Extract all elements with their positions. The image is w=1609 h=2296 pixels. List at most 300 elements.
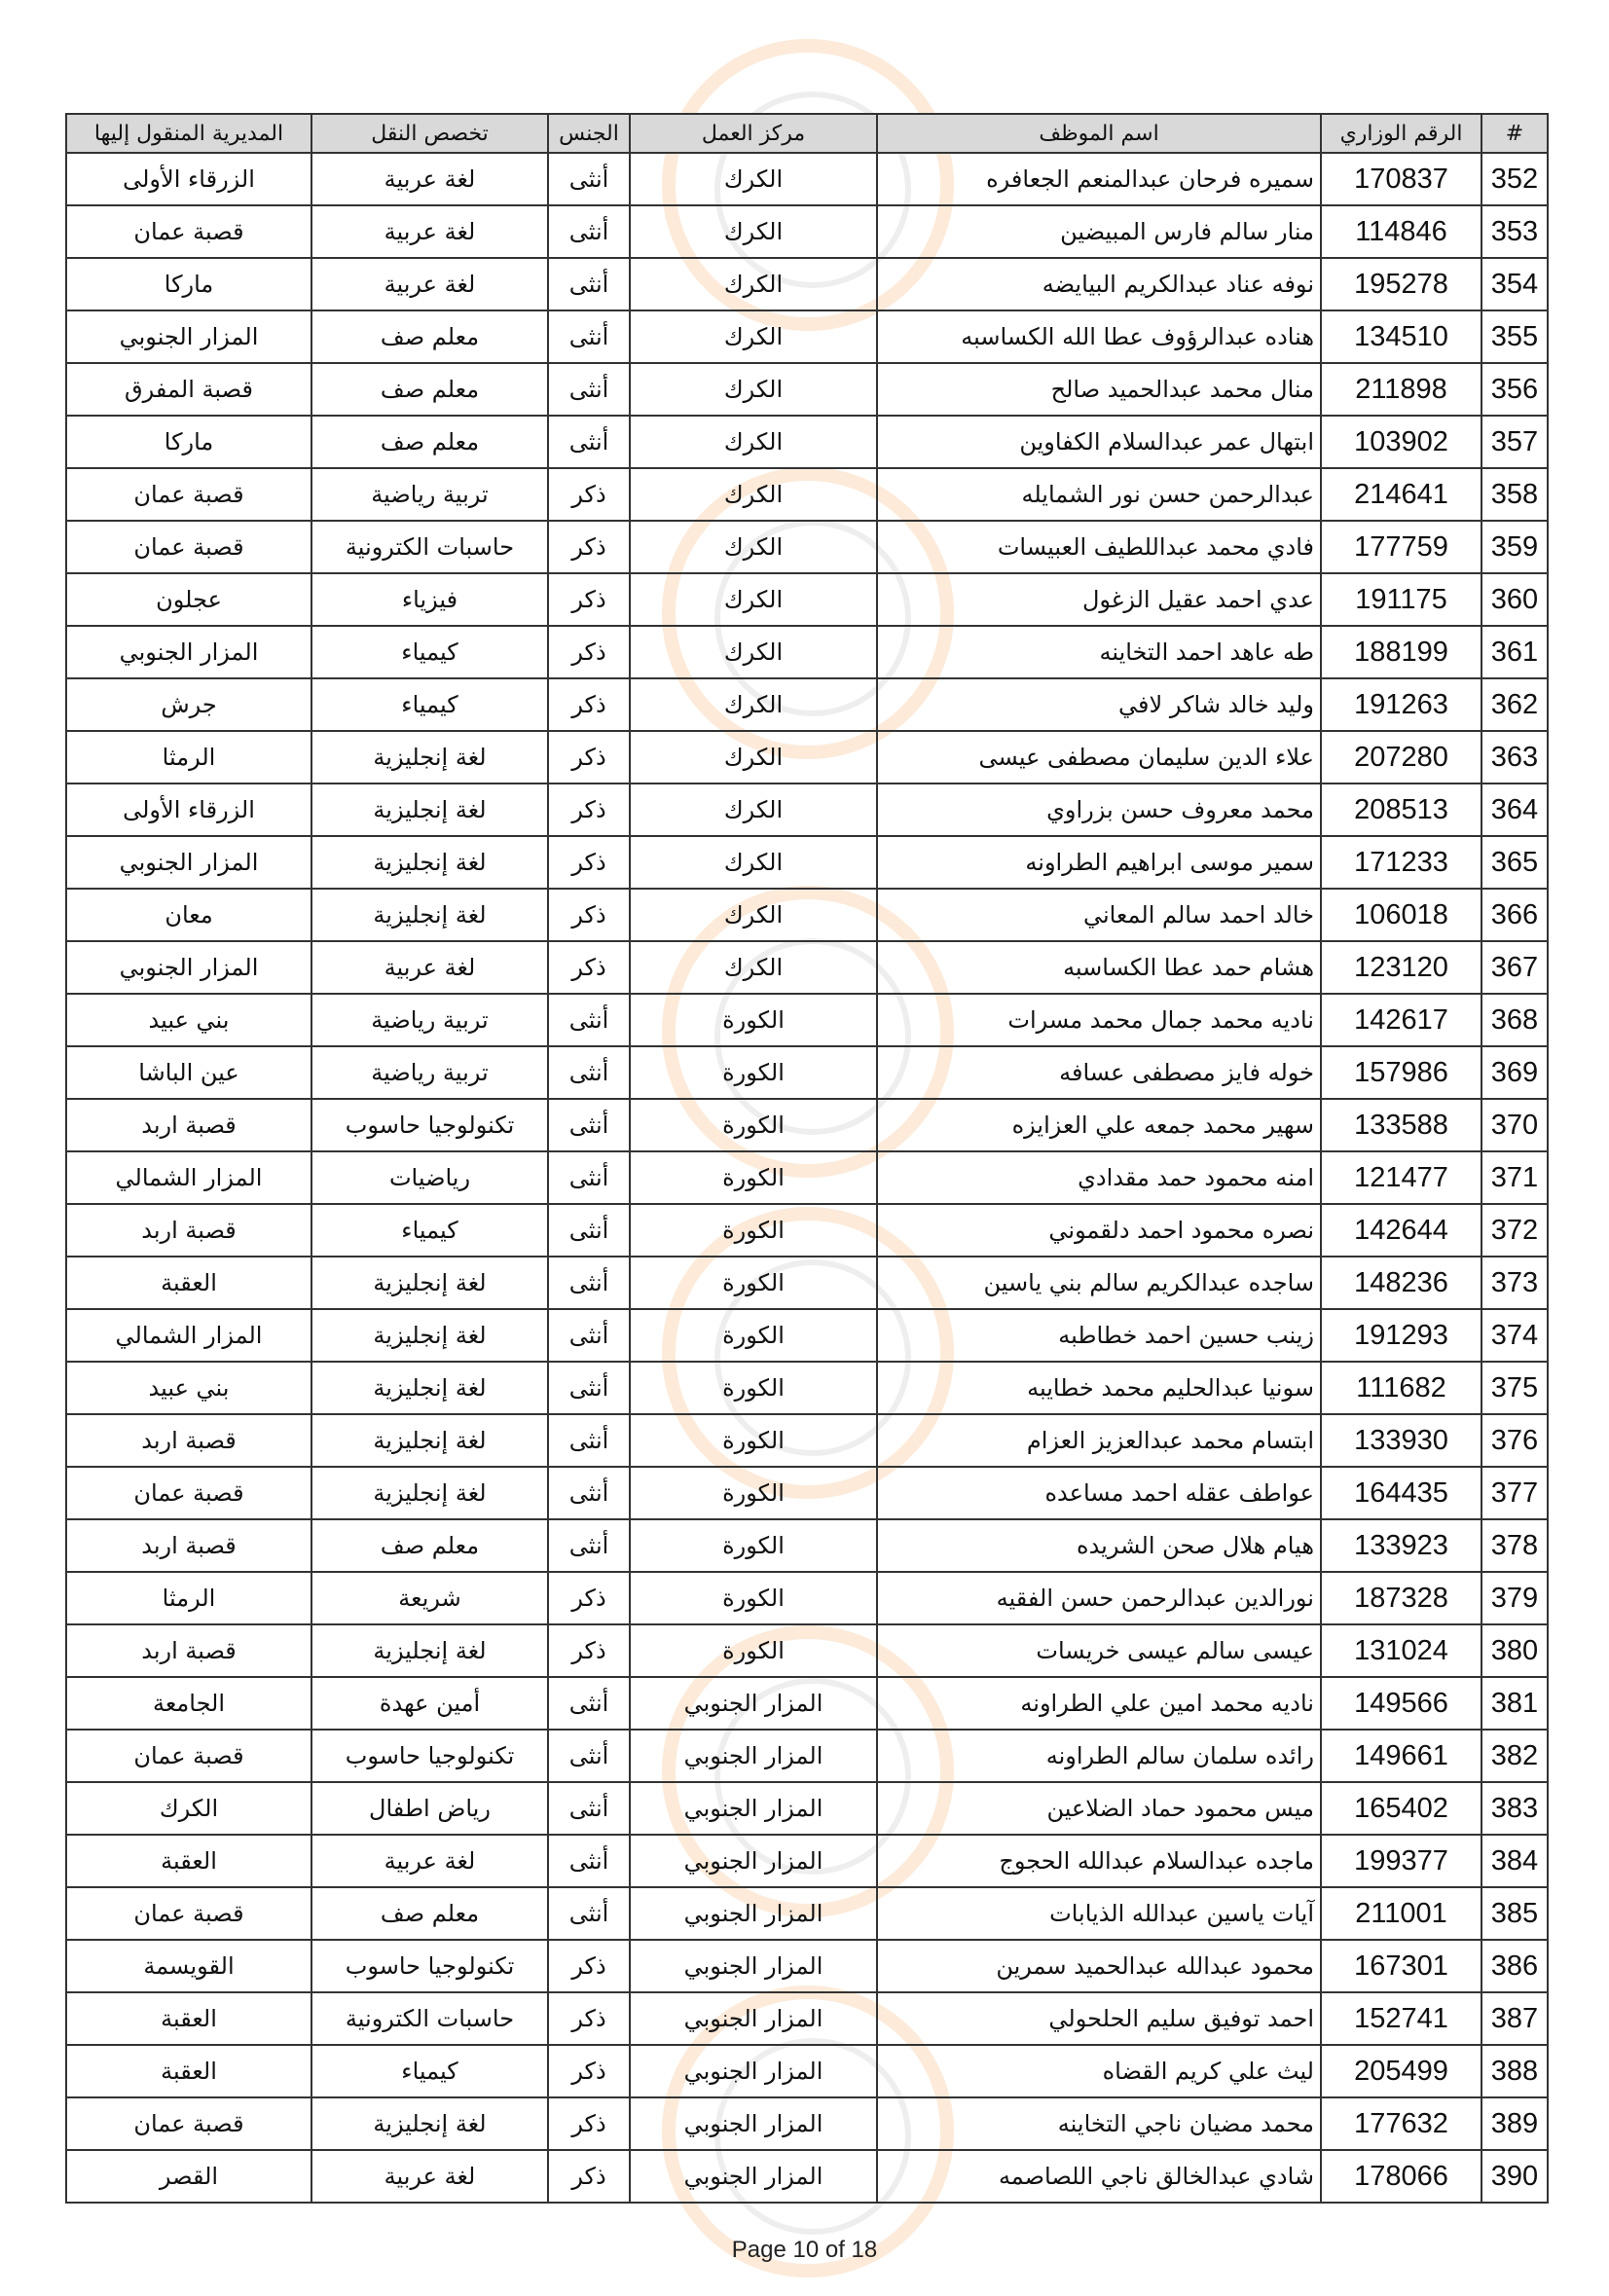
transfer-specialty: شريعة [311, 1572, 548, 1624]
work-center: الكورة [630, 1467, 877, 1519]
transfer-specialty: تربية رياضية [311, 468, 548, 521]
transfer-specialty: لغة عربية [311, 1835, 548, 1887]
table-row [66, 1624, 1548, 1677]
gender: أنثى [548, 1309, 630, 1362]
table-row [66, 1887, 1548, 1940]
transfer-specialty: كيمياء [311, 678, 548, 731]
employee-name: منال محمد عبدالحميد صالح [877, 363, 1321, 416]
row-index: 384 [1481, 1835, 1548, 1887]
employee-name: ناديه محمد امين علي الطراونه [877, 1677, 1321, 1730]
ministry-number: 111682 [1321, 1362, 1481, 1414]
table-row [66, 468, 1548, 521]
gender: ذكر [548, 2150, 630, 2203]
ministry-number: 188199 [1321, 626, 1481, 678]
work-center: الكورة [630, 1519, 877, 1572]
ministry-number: 177759 [1321, 521, 1481, 573]
row-index: 362 [1481, 678, 1548, 731]
table-row [66, 1992, 1548, 2045]
gender: ذكر [548, 941, 630, 994]
gender: ذكر [548, 889, 630, 941]
ministry-number: 208513 [1321, 784, 1481, 836]
table-row [66, 1940, 1548, 1992]
destination-directorate: عين الباشا [66, 1046, 311, 1099]
row-index: 363 [1481, 731, 1548, 784]
ministry-number: 123120 [1321, 941, 1481, 994]
destination-directorate: الزرقاء الأولى [66, 784, 311, 836]
gender: ذكر [548, 626, 630, 678]
transfer-specialty: تكنولوجيا حاسوب [311, 1099, 548, 1151]
employee-name: آيات ياسين عبدالله الذيابات [877, 1887, 1321, 1940]
table-row [66, 205, 1548, 258]
gender: أنثى [548, 1519, 630, 1572]
destination-directorate: القويسمة [66, 1940, 311, 1992]
gender: ذكر [548, 468, 630, 521]
transfer-specialty: كيمياء [311, 626, 548, 678]
ministry-number: 131024 [1321, 1624, 1481, 1677]
destination-directorate: قصبة عمان [66, 1730, 311, 1782]
ministry-number: 106018 [1321, 889, 1481, 941]
ministry-number: 167301 [1321, 1940, 1481, 1992]
row-index: 389 [1481, 2097, 1548, 2150]
destination-directorate: قصبة اربد [66, 1519, 311, 1572]
ministry-number: 142617 [1321, 994, 1481, 1046]
gender: أنثى [548, 1362, 630, 1414]
work-center: الكرك [630, 626, 877, 678]
row-index: 379 [1481, 1572, 1548, 1624]
work-center: الكرك [630, 941, 877, 994]
work-center: الكرك [630, 153, 877, 205]
row-index: 366 [1481, 889, 1548, 941]
transfer-specialty: حاسبات الكترونية [311, 521, 548, 573]
transfer-specialty: لغة عربية [311, 941, 548, 994]
employee-name: عبدالرحمن حسن نور الشمايله [877, 468, 1321, 521]
employee-name: محمود عبدالله عبدالحميد سمرين [877, 1940, 1321, 1992]
transfer-specialty: رياض اطفال [311, 1782, 548, 1835]
gender: ذكر [548, 1992, 630, 2045]
row-index: 373 [1481, 1257, 1548, 1309]
row-index: 377 [1481, 1467, 1548, 1519]
row-index: 367 [1481, 941, 1548, 994]
employee-name: سهير محمد جمعه علي العزايزه [877, 1099, 1321, 1151]
ministry-number: 195278 [1321, 258, 1481, 310]
employee-name: ابتسام محمد عبدالعزيز العزام [877, 1414, 1321, 1467]
table-row [66, 1572, 1548, 1624]
header-work-center: مركز العمل [630, 114, 877, 153]
transfers-table [65, 113, 1549, 2204]
gender: أنثى [548, 1414, 630, 1467]
work-center: الكرك [630, 363, 877, 416]
transfer-specialty: لغة إنجليزية [311, 1362, 548, 1414]
work-center: المزار الجنوبي [630, 1940, 877, 1992]
table-row [66, 1835, 1548, 1887]
row-index: 387 [1481, 1992, 1548, 2045]
row-index: 386 [1481, 1940, 1548, 1992]
gender: ذكر [548, 1572, 630, 1624]
row-index: 372 [1481, 1204, 1548, 1257]
page-number: Page 10 of 18 [731, 2237, 878, 2263]
row-index: 380 [1481, 1624, 1548, 1677]
destination-directorate: ماركا [66, 416, 311, 468]
gender: أنثى [548, 994, 630, 1046]
table-row [66, 2097, 1548, 2150]
transfer-specialty: لغة إنجليزية [311, 889, 548, 941]
employee-name: رائده سلمان سالم الطراونه [877, 1730, 1321, 1782]
table-row [66, 1467, 1548, 1519]
work-center: الكرك [630, 468, 877, 521]
transfer-specialty: تربية رياضية [311, 994, 548, 1046]
employee-name: محمد مضيان ناجي التخاينه [877, 2097, 1321, 2150]
gender: أنثى [548, 205, 630, 258]
work-center: الكورة [630, 1414, 877, 1467]
work-center: المزار الجنوبي [630, 1782, 877, 1835]
employee-name: هناده عبدالرؤوف عطا الله الكساسبه [877, 310, 1321, 363]
gender: أنثى [548, 1046, 630, 1099]
ministry-number: 133930 [1321, 1414, 1481, 1467]
table-row [66, 1309, 1548, 1362]
employee-name: سميره فرحان عبدالمنعم الجعافره [877, 153, 1321, 205]
row-index: 352 [1481, 153, 1548, 205]
transfer-specialty: حاسبات الكترونية [311, 1992, 548, 2045]
header-destination-directorate: المديرية المنقول إليها [66, 114, 311, 153]
row-index: 371 [1481, 1151, 1548, 1204]
ministry-number: 170837 [1321, 153, 1481, 205]
work-center: الكرك [630, 889, 877, 941]
employee-name: نصره محمود احمد دلقموني [877, 1204, 1321, 1257]
gender: ذكر [548, 784, 630, 836]
transfer-specialty: معلم صف [311, 416, 548, 468]
work-center: الكرك [630, 836, 877, 889]
row-index: 376 [1481, 1414, 1548, 1467]
gender: ذكر [548, 1940, 630, 1992]
row-index: 356 [1481, 363, 1548, 416]
row-index: 370 [1481, 1099, 1548, 1151]
destination-directorate: عجلون [66, 573, 311, 626]
row-index: 354 [1481, 258, 1548, 310]
ministry-number: 148236 [1321, 1257, 1481, 1309]
transfer-specialty: لغة إنجليزية [311, 1467, 548, 1519]
header-ministry-number: الرقم الوزاري [1321, 114, 1481, 153]
transfer-specialty: لغة عربية [311, 205, 548, 258]
gender: ذكر [548, 1624, 630, 1677]
work-center: المزار الجنوبي [630, 2150, 877, 2203]
table-row [66, 678, 1548, 731]
table-row [66, 1362, 1548, 1414]
gender: أنثى [548, 310, 630, 363]
destination-directorate: قصبة عمان [66, 521, 311, 573]
employee-name: سونيا عبدالحليم محمد خطايبه [877, 1362, 1321, 1414]
employee-name: ماجده عبدالسلام عبدالله الحجوج [877, 1835, 1321, 1887]
employee-name: نوفه عناد عبدالكريم البيايضه [877, 258, 1321, 310]
destination-directorate: ماركا [66, 258, 311, 310]
gender: أنثى [548, 1099, 630, 1151]
work-center: الكرك [630, 205, 877, 258]
table-row [66, 784, 1548, 836]
destination-directorate: العقبة [66, 1835, 311, 1887]
row-index: 381 [1481, 1677, 1548, 1730]
table-row [66, 2045, 1548, 2097]
transfer-specialty: لغة إنجليزية [311, 784, 548, 836]
work-center: الكورة [630, 1309, 877, 1362]
employee-name: امنه محمود حمد مقدادي [877, 1151, 1321, 1204]
work-center: الكورة [630, 1572, 877, 1624]
work-center: الكورة [630, 1624, 877, 1677]
destination-directorate: الرمثا [66, 1572, 311, 1624]
work-center: الكورة [630, 1204, 877, 1257]
destination-directorate: قصبة المفرق [66, 363, 311, 416]
employee-name: وليد خالد شاكر لافي [877, 678, 1321, 731]
transfer-specialty: معلم صف [311, 1519, 548, 1572]
row-index: 382 [1481, 1730, 1548, 1782]
row-index: 365 [1481, 836, 1548, 889]
transfer-specialty: رياضيات [311, 1151, 548, 1204]
employee-name: عواطف عقله احمد مساعده [877, 1467, 1321, 1519]
ministry-number: 165402 [1321, 1782, 1481, 1835]
destination-directorate: العقبة [66, 2045, 311, 2097]
ministry-number: 191293 [1321, 1309, 1481, 1362]
gender: ذكر [548, 573, 630, 626]
destination-directorate: قصبة عمان [66, 468, 311, 521]
employee-name: ليث علي كريم القضاه [877, 2045, 1321, 2097]
work-center: الكرك [630, 731, 877, 784]
table-row [66, 2150, 1548, 2203]
work-center: المزار الجنوبي [630, 1730, 877, 1782]
row-index: 390 [1481, 2150, 1548, 2203]
transfer-specialty: معلم صف [311, 310, 548, 363]
employee-name: عدي احمد عقيل الزغول [877, 573, 1321, 626]
transfer-specialty: لغة عربية [311, 153, 548, 205]
row-index: 357 [1481, 416, 1548, 468]
destination-directorate: المزار الشمالي [66, 1309, 311, 1362]
employee-name: سمير موسى ابراهيم الطراونه [877, 836, 1321, 889]
destination-directorate: الجامعة [66, 1677, 311, 1730]
transfer-specialty: تربية رياضية [311, 1046, 548, 1099]
destination-directorate: العقبة [66, 1257, 311, 1309]
table-row [66, 994, 1548, 1046]
table-row [66, 889, 1548, 941]
row-index: 385 [1481, 1887, 1548, 1940]
transfer-specialty: معلم صف [311, 1887, 548, 1940]
table-row [66, 1046, 1548, 1099]
table-row [66, 1519, 1548, 1572]
ministry-number: 207280 [1321, 731, 1481, 784]
row-index: 358 [1481, 468, 1548, 521]
work-center: الكرك [630, 416, 877, 468]
ministry-number: 152741 [1321, 1992, 1481, 2045]
destination-directorate: الكرك [66, 1782, 311, 1835]
transfer-specialty: لغة عربية [311, 258, 548, 310]
table-row [66, 573, 1548, 626]
transfer-specialty: لغة إنجليزية [311, 836, 548, 889]
transfer-specialty: تكنولوجيا حاسوب [311, 1730, 548, 1782]
employee-name: هشام حمد عطا الكساسبه [877, 941, 1321, 994]
transfer-specialty: لغة إنجليزية [311, 2097, 548, 2150]
gender: أنثى [548, 1730, 630, 1782]
destination-directorate: الرمثا [66, 731, 311, 784]
ministry-number: 142644 [1321, 1204, 1481, 1257]
row-index: 368 [1481, 994, 1548, 1046]
row-index: 369 [1481, 1046, 1548, 1099]
work-center: الكورة [630, 1151, 877, 1204]
work-center: الكورة [630, 1046, 877, 1099]
work-center: الكرك [630, 310, 877, 363]
work-center: المزار الجنوبي [630, 2045, 877, 2097]
ministry-number: 171233 [1321, 836, 1481, 889]
gender: أنثى [548, 1782, 630, 1835]
work-center: الكرك [630, 258, 877, 310]
gender: أنثى [548, 363, 630, 416]
ministry-number: 211001 [1321, 1887, 1481, 1940]
work-center: الكرك [630, 678, 877, 731]
employee-name: نورالدين عبدالرحمن حسن الفقيه [877, 1572, 1321, 1624]
destination-directorate: القصر [66, 2150, 311, 2203]
table-row [66, 1677, 1548, 1730]
row-index: 374 [1481, 1309, 1548, 1362]
ministry-number: 177632 [1321, 2097, 1481, 2150]
table-row [66, 1782, 1548, 1835]
ministry-number: 211898 [1321, 363, 1481, 416]
transfer-specialty: معلم صف [311, 363, 548, 416]
gender: ذكر [548, 2097, 630, 2150]
destination-directorate: جرش [66, 678, 311, 731]
table-row [66, 1204, 1548, 1257]
table-row [66, 1257, 1548, 1309]
table-row [66, 941, 1548, 994]
transfer-specialty: لغة إنجليزية [311, 1309, 548, 1362]
employee-name: شادي عبدالخالق ناجي اللصاصمه [877, 2150, 1321, 2203]
transfer-specialty: لغة إنجليزية [311, 1624, 548, 1677]
employee-name: فادي محمد عبداللطيف العبيسات [877, 521, 1321, 573]
gender: أنثى [548, 1887, 630, 1940]
work-center: الكورة [630, 1257, 877, 1309]
gender: أنثى [548, 416, 630, 468]
gender: ذكر [548, 836, 630, 889]
row-index: 375 [1481, 1362, 1548, 1414]
header-employee-name: اسم الموظف [877, 114, 1321, 153]
ministry-number: 133588 [1321, 1099, 1481, 1151]
transfer-specialty: كيمياء [311, 1204, 548, 1257]
employee-name: ابتهال عمر عبدالسلام الكفاوين [877, 416, 1321, 468]
table-row [66, 310, 1548, 363]
gender: ذكر [548, 678, 630, 731]
gender: أنثى [548, 1467, 630, 1519]
ministry-number: 134510 [1321, 310, 1481, 363]
work-center: المزار الجنوبي [630, 1677, 877, 1730]
transfer-specialty: تكنولوجيا حاسوب [311, 1940, 548, 1992]
transfer-specialty: كيمياء [311, 2045, 548, 2097]
ministry-number: 164435 [1321, 1467, 1481, 1519]
gender: أنثى [548, 258, 630, 310]
gender: أنثى [548, 1257, 630, 1309]
ministry-number: 121477 [1321, 1151, 1481, 1204]
header-transfer-specialty: تخصص النقل [311, 114, 548, 153]
transfer-specialty: أمين عهدة [311, 1677, 548, 1730]
employee-name: هيام هلال صحن الشريده [877, 1519, 1321, 1572]
work-center: الكرك [630, 784, 877, 836]
destination-directorate: العقبة [66, 1992, 311, 2045]
ministry-number: 187328 [1321, 1572, 1481, 1624]
destination-directorate: بني عبيد [66, 994, 311, 1046]
transfer-specialty: فيزياء [311, 573, 548, 626]
work-center: الكورة [630, 1362, 877, 1414]
gender: أنثى [548, 1835, 630, 1887]
table-row [66, 836, 1548, 889]
work-center: المزار الجنوبي [630, 1887, 877, 1940]
work-center: المزار الجنوبي [630, 1992, 877, 2045]
ministry-number: 205499 [1321, 2045, 1481, 2097]
transfer-specialty: لغة إنجليزية [311, 731, 548, 784]
table-row [66, 363, 1548, 416]
destination-directorate: المزار الجنوبي [66, 836, 311, 889]
table-row [66, 1151, 1548, 1204]
employee-name: زينب حسين احمد خطاطبه [877, 1309, 1321, 1362]
destination-directorate: معان [66, 889, 311, 941]
gender: ذكر [548, 521, 630, 573]
table-body [66, 153, 1548, 2203]
destination-directorate: المزار الجنوبي [66, 941, 311, 994]
ministry-number: 157986 [1321, 1046, 1481, 1099]
ministry-number: 214641 [1321, 468, 1481, 521]
employee-name: ناديه محمد جمال محمد مسرات [877, 994, 1321, 1046]
row-index: 364 [1481, 784, 1548, 836]
table-row [66, 521, 1548, 573]
transfer-specialty: لغة إنجليزية [311, 1414, 548, 1467]
ministry-number: 178066 [1321, 2150, 1481, 2203]
destination-directorate: قصبة عمان [66, 1467, 311, 1519]
table-row [66, 258, 1548, 310]
ministry-number: 191263 [1321, 678, 1481, 731]
gender: أنثى [548, 153, 630, 205]
row-index: 360 [1481, 573, 1548, 626]
destination-directorate: المزار الجنوبي [66, 626, 311, 678]
destination-directorate: الزرقاء الأولى [66, 153, 311, 205]
ministry-number: 149661 [1321, 1730, 1481, 1782]
destination-directorate: قصبة اربد [66, 1414, 311, 1467]
employee-name: خالد احمد سالم المعاني [877, 889, 1321, 941]
employee-name: ساجده عبدالكريم سالم بني ياسين [877, 1257, 1321, 1309]
employee-name: عيسى سالم عيسى خريسات [877, 1624, 1321, 1677]
header-index: # [1481, 114, 1548, 153]
header-gender: الجنس [548, 114, 630, 153]
work-center: الكرك [630, 521, 877, 573]
table-row [66, 1099, 1548, 1151]
employee-name: احمد توفيق سليم الحلحولي [877, 1992, 1321, 2045]
employee-name: محمد معروف حسن بزراوي [877, 784, 1321, 836]
ministry-number: 103902 [1321, 416, 1481, 468]
work-center: المزار الجنوبي [630, 2097, 877, 2150]
table-row [66, 626, 1548, 678]
ministry-number: 114846 [1321, 205, 1481, 258]
destination-directorate: قصبة عمان [66, 1887, 311, 1940]
destination-directorate: بني عبيد [66, 1362, 311, 1414]
table-row [66, 731, 1548, 784]
gender: أنثى [548, 1204, 630, 1257]
employee-name: طه عاهد احمد التخاينه [877, 626, 1321, 678]
work-center: الكورة [630, 994, 877, 1046]
gender: أنثى [548, 1151, 630, 1204]
work-center: المزار الجنوبي [630, 1835, 877, 1887]
row-index: 378 [1481, 1519, 1548, 1572]
work-center: الكورة [630, 1099, 877, 1151]
row-index: 353 [1481, 205, 1548, 258]
row-index: 355 [1481, 310, 1548, 363]
transfer-specialty: لغة عربية [311, 2150, 548, 2203]
destination-directorate: قصبة عمان [66, 205, 311, 258]
work-center: الكرك [630, 573, 877, 626]
destination-directorate: قصبة اربد [66, 1099, 311, 1151]
destination-directorate: قصبة اربد [66, 1204, 311, 1257]
destination-directorate: قصبة اربد [66, 1624, 311, 1677]
destination-directorate: المزار الشمالي [66, 1151, 311, 1204]
